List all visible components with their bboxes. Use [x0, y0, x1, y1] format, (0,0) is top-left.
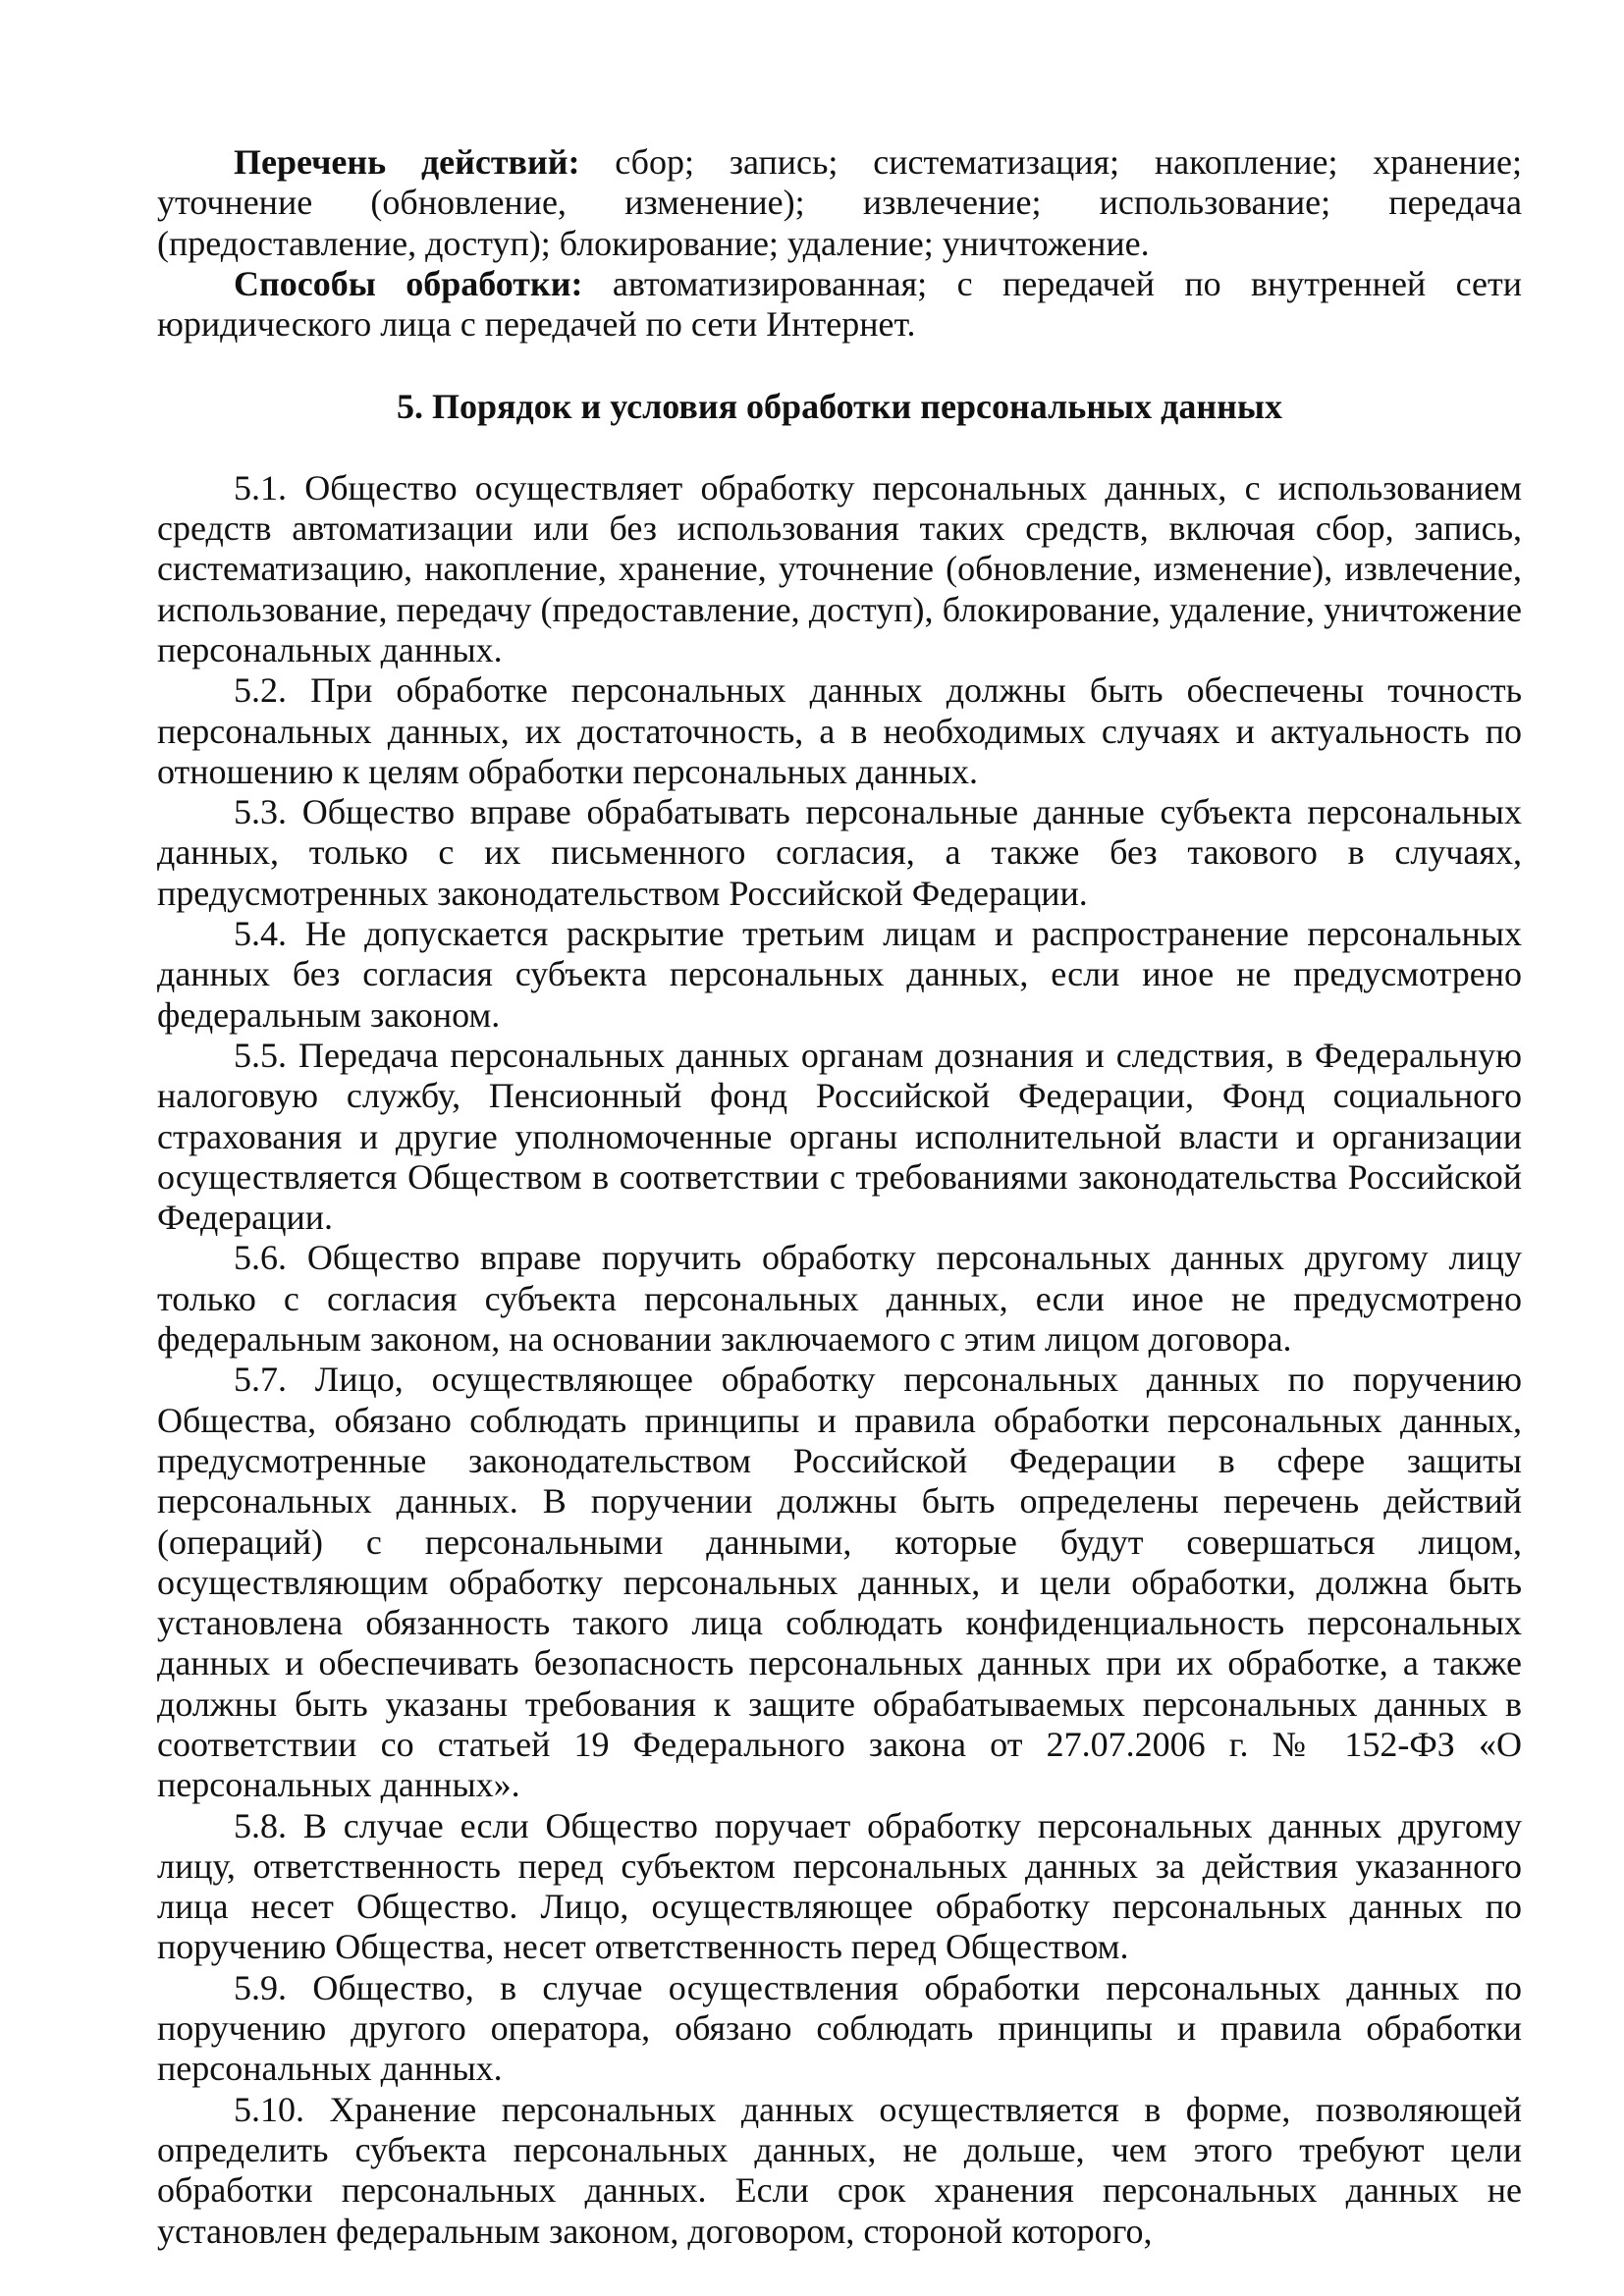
paragraph-5-3: 5.3. Общество вправе обрабатывать персональные данные субъекта персональных данных, только с их письменного согласия, а также без такового в случаях, предусмотренных законодательством Российской Федерации. [157, 792, 1522, 913]
section-heading: 5. Порядок и условия обработки персональных данных [397, 387, 1282, 427]
paragraph-5-7: 5.7. Лицо, осуществляющее обработку персональных данных по поручению Общества, обязано соблюдать принципы и правила обработки персональных данных, предусмотренные законодательством Российской Федерации в сфере защиты персональных данных. В поручении должны быть определены перечень действий (операций) с персональными данными, которые будут совершаться лицом, осуществляющим обработку персональных данных, и цели обработки, должна быть установлена обязанность такого лица соблюдать конфиденциальность персональных данных и обеспечивать безопасность персональных данных при их обработке, а также должны быть указаны требования к защите обрабатываемых персональных данных в соответствии со статьей 19 Федерального закона от 27.07.2006 г. № 152-ФЗ «О персональных данных». [157, 1360, 1522, 1805]
paragraph-5-6: 5.6. Общество вправе поручить обработку персональных данных другому лицу только с согласия субъекта персональных данных, если иное не предусмотрено федеральным законом, на основании заключаемого с этим лицом договора. [157, 1238, 1522, 1360]
intro-paragraph-actions [157, 142, 1522, 264]
intro-text-methods: автоматизированная; с передачей по внутренней сети юридического лица с передачей по сети Интернет. [157, 263, 1522, 345]
paragraph-5-4: 5.4. Не допускается раскрытие третьим лицам и распространение персональных данных без согласия субъекта персональных данных, если иное не предусмотрено федеральным законом. [157, 914, 1522, 1035]
intro-lead-methods: Способы обработки: [234, 263, 583, 303]
intro-text-actions: сбор; запись; систематизация; накопление; хранение; уточнение (обновление, изменение); извлечение; использование; передача (предоставление, доступ); блокирование; удаление; уничтожение. [157, 142, 1522, 263]
spacer [157, 345, 1522, 387]
document-page [157, 142, 1522, 2252]
spacer [157, 428, 1522, 468]
paragraph-5-8: 5.8. В случае если Общество поручает обработку персональных данных другому лицу, ответственность перед субъектом персональных данных за действия указанного лица несет Общество. Лицо, осуществляющее обработку персональных данных по поручению Общества, несет ответственность перед Обществом. [157, 1805, 1522, 1967]
paragraph-5-9: 5.9. Общество, в случае осуществления обработки персональных данных по поручению другого оператора, обязано соблюдать принципы и правила обработки персональных данных. [157, 1967, 1522, 2089]
paragraph-5-5: 5.5. Передача персональных данных органам дознания и следствия, в Федеральную налоговую службу, Пенсионный фонд Российской Федерации, Фонд социального страхования и другие уполномоченные органы исполнительной власти и организации осуществляется Обществом в соответствии с требованиями законодательства Российской Федерации. [157, 1035, 1522, 1238]
paragraph-5-2: 5.2. При обработке персональных данных должны быть обеспечены точность персональных данных, их достаточность, а в необходимых случаях и актуальность по отношению к целям обработки персональных данных. [157, 670, 1522, 791]
intro-lead-actions: Перечень действий: [234, 142, 580, 182]
paragraph-5-10: 5.10. Хранение персональных данных осуществляется в форме, позволяющей определить субъекта персональных данных, не дольше, чем этого требуют цели обработки персональных данных. Если срок хранения персональных данных не установлен федеральным законом, договором, стороной которого, [157, 2089, 1522, 2251]
paragraph-5-1: 5.1. Общество осуществляет обработку персональных данных, с использованием средств автоматизации или без использования таких средств, включая сбор, запись, систематизацию, накопление, хранение, уточнение (обновление, изменение), извлечение, использование, передачу (предоставление, доступ), блокирование, удаление, уничтожение персональных данных. [157, 467, 1522, 669]
intro-paragraph-methods [157, 264, 1522, 346]
